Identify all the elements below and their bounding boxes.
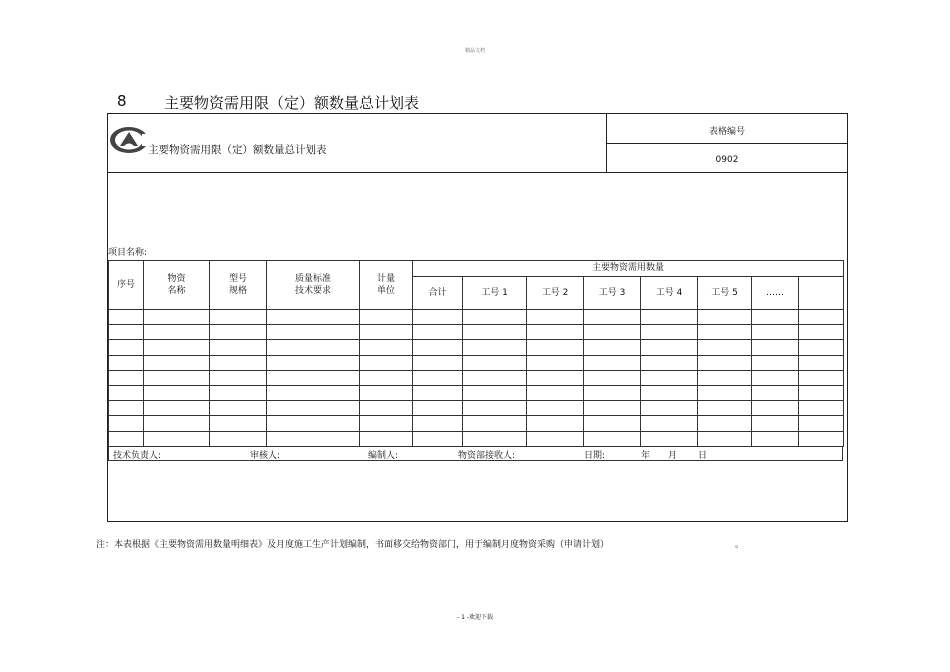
header-model: [210, 261, 267, 310]
table-cell[interactable]: [799, 416, 844, 431]
table-cell[interactable]: [527, 355, 584, 370]
header-material-name: [144, 261, 210, 310]
table-cell[interactable]: [799, 385, 844, 400]
form-number-label: 表格编号: [708, 127, 745, 137]
table-cell[interactable]: [641, 431, 698, 446]
table-cell[interactable]: [109, 355, 144, 370]
table-cell[interactable]: [641, 325, 698, 340]
table-cell[interactable]: [641, 355, 698, 370]
table-cell[interactable]: [698, 370, 752, 385]
table-cell[interactable]: [752, 431, 799, 446]
sig-year: 年: [641, 451, 651, 461]
table-cell[interactable]: [799, 401, 844, 416]
table-cell[interactable]: [360, 385, 413, 400]
table-cell[interactable]: [527, 370, 584, 385]
header-qty-col: [799, 277, 844, 310]
header-quality-line2: 技术要求: [294, 286, 331, 296]
table-row: [109, 385, 844, 400]
table-cell[interactable]: [584, 370, 641, 385]
table-cell[interactable]: [698, 325, 752, 340]
table-row: [109, 310, 844, 325]
sig-preparer: 编制人:: [368, 451, 399, 461]
table-cell[interactable]: [144, 385, 210, 400]
table-cell[interactable]: [799, 340, 844, 355]
table-cell[interactable]: [799, 355, 844, 370]
table-cell[interactable]: [210, 325, 267, 340]
header-qty-col: 工号 2: [527, 277, 584, 310]
form-header-divider: [107, 172, 848, 173]
header-quality-line1: 质量标准: [294, 273, 331, 284]
table-cell[interactable]: [144, 325, 210, 340]
table-row: [109, 370, 844, 385]
table-cell[interactable]: [360, 416, 413, 431]
table-cell[interactable]: [360, 355, 413, 370]
table-cell[interactable]: [144, 370, 210, 385]
table-cell[interactable]: [752, 310, 799, 325]
header-model-line2: 规格: [228, 286, 247, 296]
table-cell[interactable]: [527, 340, 584, 355]
table-cell[interactable]: [463, 355, 527, 370]
table-cell[interactable]: [752, 401, 799, 416]
table-cell[interactable]: [413, 401, 463, 416]
table-cell[interactable]: [641, 401, 698, 416]
table-cell[interactable]: [799, 325, 844, 340]
form-number-value: 0902: [715, 155, 739, 165]
table-cell[interactable]: [210, 431, 267, 446]
table-cell[interactable]: [360, 325, 413, 340]
header-quantity-group: 主要物资需用数量: [413, 261, 844, 277]
table-cell[interactable]: [210, 416, 267, 431]
table-cell[interactable]: [584, 310, 641, 325]
table-cell[interactable]: [360, 370, 413, 385]
table-cell[interactable]: [698, 385, 752, 400]
table-cell[interactable]: [210, 340, 267, 355]
header-unit-line1: 计量: [376, 273, 395, 284]
table-cell[interactable]: [210, 370, 267, 385]
sig-date: 日期:: [584, 451, 606, 461]
table-cell[interactable]: [463, 340, 527, 355]
table-cell[interactable]: [698, 355, 752, 370]
table-cell[interactable]: [752, 385, 799, 400]
header-material-name-line2: 名称: [167, 286, 186, 296]
table-cell[interactable]: [360, 401, 413, 416]
table-cell[interactable]: [698, 401, 752, 416]
table-cell[interactable]: [210, 385, 267, 400]
table-cell[interactable]: [144, 431, 210, 446]
table-cell[interactable]: [463, 325, 527, 340]
table-cell[interactable]: [799, 370, 844, 385]
table-cell[interactable]: [413, 431, 463, 446]
header-qty-col: 工号 4: [641, 277, 698, 310]
table-cell[interactable]: [413, 340, 463, 355]
table-cell[interactable]: [109, 416, 144, 431]
footnote: 注：本表根据《主要物资需用数量明细表》及月度施工生产计划编制，书面移交给物资部门，用于编制月度物资采购（申请计划）: [96, 540, 610, 550]
project-name-label: 项目名称:: [108, 248, 148, 258]
table-cell[interactable]: [799, 310, 844, 325]
table-cell[interactable]: [413, 370, 463, 385]
table-row: [109, 431, 844, 446]
table-row: [109, 325, 844, 340]
table-cell[interactable]: [584, 431, 641, 446]
header-unit: [360, 261, 413, 310]
table-cell[interactable]: [463, 385, 527, 400]
header-seq: 序号: [109, 261, 144, 310]
table-cell[interactable]: [109, 340, 144, 355]
table-cell[interactable]: [584, 401, 641, 416]
table-cell[interactable]: [267, 401, 360, 416]
sig-reviewer: 审核人:: [250, 451, 281, 461]
table-cell[interactable]: [413, 416, 463, 431]
table-cell[interactable]: [413, 355, 463, 370]
section-title: 主要物资需用限（定）额数量总计划表: [164, 94, 420, 112]
table-cell[interactable]: [463, 431, 527, 446]
sig-day: 日: [698, 451, 708, 461]
table-cell[interactable]: [752, 416, 799, 431]
header-material-name-line1: 物资: [167, 273, 186, 284]
table-cell[interactable]: [584, 355, 641, 370]
table-cell[interactable]: [698, 310, 752, 325]
sig-tech-lead: 技术负责人:: [113, 451, 162, 461]
table-cell[interactable]: [360, 340, 413, 355]
header-qty-col: 工号 3: [584, 277, 641, 310]
signature-row: [108, 446, 843, 461]
table-cell[interactable]: [527, 416, 584, 431]
table-cell[interactable]: [210, 401, 267, 416]
table-row: [109, 340, 844, 355]
table-cell[interactable]: [267, 325, 360, 340]
table-cell[interactable]: [463, 370, 527, 385]
table-row: [109, 401, 844, 416]
page-footer: - 1 -欢迎下载: [457, 614, 493, 621]
table-cell[interactable]: [752, 340, 799, 355]
table-cell[interactable]: [144, 340, 210, 355]
sig-month: 月: [668, 451, 678, 461]
header-qty-col: 工号 1: [463, 277, 527, 310]
table-cell[interactable]: [641, 310, 698, 325]
table-cell[interactable]: [144, 416, 210, 431]
table-cell[interactable]: [267, 340, 360, 355]
table-cell[interactable]: [527, 310, 584, 325]
table-cell[interactable]: [527, 431, 584, 446]
table-cell[interactable]: [584, 385, 641, 400]
table-cell[interactable]: [109, 325, 144, 340]
form-title: 主要物资需用限（定）额数量总计划表: [148, 144, 327, 156]
header-qty-col: 合计: [413, 277, 463, 310]
table-cell[interactable]: [267, 431, 360, 446]
table-cell[interactable]: [463, 310, 527, 325]
table-cell[interactable]: [463, 401, 527, 416]
table-cell[interactable]: [144, 355, 210, 370]
table-cell[interactable]: [413, 385, 463, 400]
table-cell[interactable]: [527, 325, 584, 340]
table-cell[interactable]: [584, 325, 641, 340]
table-cell[interactable]: [752, 370, 799, 385]
footnote-period: 。: [735, 540, 745, 550]
table-cell[interactable]: [267, 370, 360, 385]
table-cell[interactable]: [267, 385, 360, 400]
table-cell[interactable]: [641, 416, 698, 431]
header-qty-col: ……: [752, 277, 799, 310]
table-cell[interactable]: [413, 325, 463, 340]
table-cell[interactable]: [527, 385, 584, 400]
table-cell[interactable]: [584, 340, 641, 355]
header-qty-col: 工号 5: [698, 277, 752, 310]
table-cell[interactable]: [698, 416, 752, 431]
table-cell[interactable]: [641, 370, 698, 385]
table-cell[interactable]: [109, 370, 144, 385]
section-number: 8: [117, 92, 127, 110]
sig-receiver: 物资部接收人:: [458, 451, 516, 461]
table-cell[interactable]: [144, 401, 210, 416]
table-cell[interactable]: [210, 310, 267, 325]
table-cell[interactable]: [698, 431, 752, 446]
table-cell[interactable]: [752, 355, 799, 370]
table-cell[interactable]: [641, 340, 698, 355]
table-cell[interactable]: [210, 355, 267, 370]
table-cell[interactable]: [641, 385, 698, 400]
table-cell[interactable]: [109, 385, 144, 400]
table-cell[interactable]: [698, 340, 752, 355]
table-cell[interactable]: [413, 310, 463, 325]
table-cell[interactable]: [463, 416, 527, 431]
table-cell[interactable]: [527, 401, 584, 416]
materials-table: [108, 260, 844, 447]
watermark-top-text: 精品文档: [464, 48, 485, 54]
table-cell[interactable]: [360, 310, 413, 325]
table-row: [109, 416, 844, 431]
table-cell[interactable]: [109, 431, 144, 446]
table-cell[interactable]: [584, 416, 641, 431]
table-cell[interactable]: [109, 310, 144, 325]
table-cell[interactable]: [360, 431, 413, 446]
table-cell[interactable]: [144, 310, 210, 325]
table-cell[interactable]: [267, 416, 360, 431]
header-model-line1: 型号: [228, 273, 247, 284]
form-no-divider: [606, 143, 848, 144]
table-cell[interactable]: [267, 310, 360, 325]
header-quality: [267, 261, 360, 310]
table-cell[interactable]: [109, 401, 144, 416]
table-row: [109, 355, 844, 370]
table-cell[interactable]: [267, 355, 360, 370]
table-cell[interactable]: [752, 325, 799, 340]
company-logo-icon: [109, 126, 149, 154]
header-unit-line2: 单位: [376, 286, 395, 296]
table-cell[interactable]: [799, 431, 844, 446]
